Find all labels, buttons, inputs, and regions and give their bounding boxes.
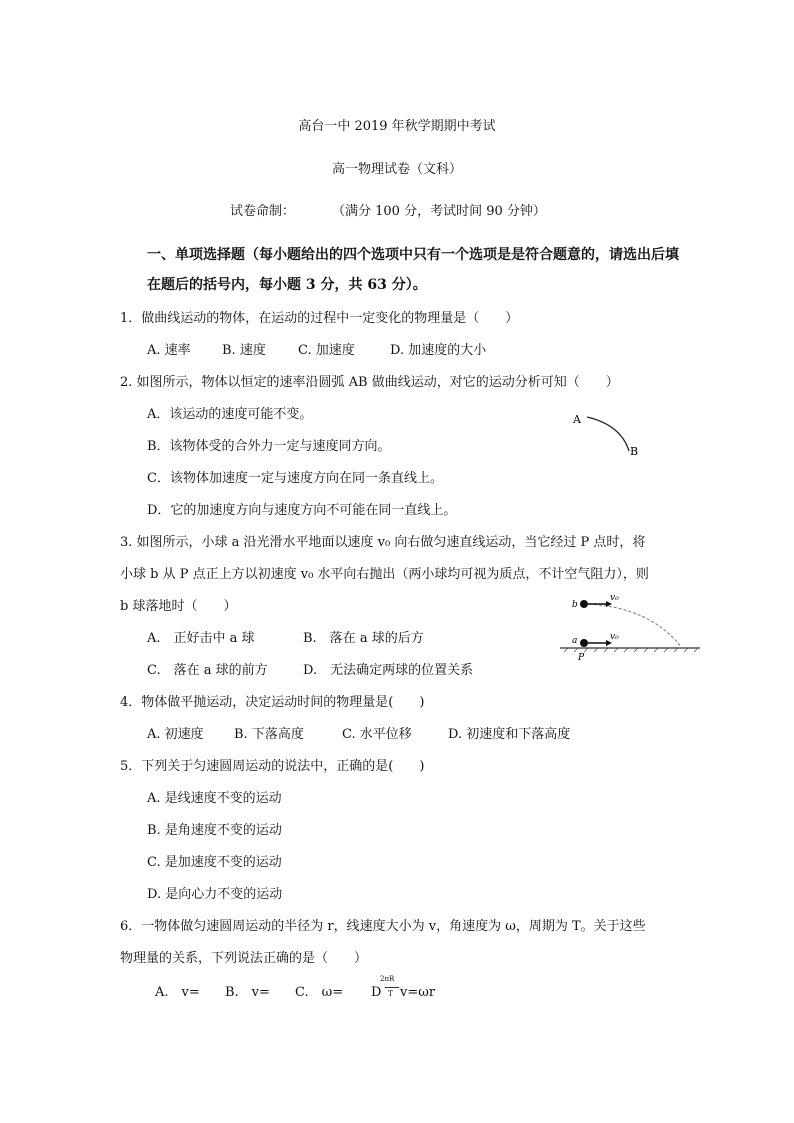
question-1-option-b: B. 速度 [222, 343, 266, 358]
question-3-stem-line-2: 小球 b 从 P 点正上方以初速度 v₀ 水平向右抛出（两小球均可视为质点，不计空气阻力），则 [120, 567, 649, 582]
paper-title: 高一物理试卷（文科） [331, 162, 462, 177]
question-5-option-d: D. 是向心力不变的运动 [147, 887, 283, 902]
question-2-option-c: C．该物体加速度一定与速度方向在同一条直线上。 [147, 471, 443, 486]
score-time-note: （满分 100 分，考试时间 90 分钟） [332, 204, 546, 219]
velocity-label-b: v₀ [610, 593, 619, 603]
question-4-option-a: A. 初速度 [147, 727, 204, 742]
question-3-stem-line-1: 3. 如图所示，小球 a 沿光滑水平地面以速度 v₀ 向右做匀速直线运动，当它经过 P 点时，将 [120, 535, 646, 550]
question-5-option-c: C. 是加速度不变的运动 [147, 855, 282, 870]
formula-fraction-bar [385, 987, 399, 988]
ball-b-label: b [572, 600, 578, 610]
point-p-label: P [578, 653, 585, 660]
question-2-stem: 2. 如图所示，物体以恒定的速率沿圆弧 AB 做曲线运动，对它的运动分析可知（ ） [120, 375, 619, 390]
arc-path [587, 417, 629, 451]
arc-label-b: B [630, 445, 639, 458]
projectile-figure [560, 590, 700, 660]
arc-label-a: A [573, 413, 581, 426]
question-4-option-c: C. 水平位移 [342, 727, 412, 742]
question-4-stem: 4．物体做平抛运动，决定运动时间的物理量是( ) [120, 695, 425, 710]
ball-b [580, 600, 588, 608]
question-3-option-a: A. 正好击中 a 球 [147, 631, 255, 646]
question-4-option-b: B. 下落高度 [234, 727, 304, 742]
question-1-option-d: D. 加速度的大小 [390, 343, 487, 358]
question-6-option-d: D [371, 985, 382, 1000]
question-3-option-c: C. 落在 a 球的前方 [147, 663, 268, 678]
formula-denominator: T [388, 990, 393, 998]
question-5-stem: 5．下列关于匀速圆周运动的说法中，正确的是( ) [120, 759, 425, 774]
question-6-stem-line-1: 6．一物体做匀速圆周运动的半径为 r，线速度大小为 v，角速度为 ω，周期为 T。关于这些 [120, 919, 646, 934]
question-3-option-b: B. 落在 a 球的后方 [303, 631, 424, 646]
ball-a [580, 639, 588, 647]
question-6-stem-line-2: 物理量的关系，下列说法正确的是（ ） [120, 951, 368, 966]
arc-ab-figure [565, 405, 645, 460]
question-2-option-a: A．该运动的速度可能不变。 [147, 407, 313, 422]
question-3-option-d: D. 无法确定两球的位置关系 [303, 663, 474, 678]
question-6-option-c: C. ω= [295, 985, 344, 1000]
formula-numerator: 2πR [380, 975, 395, 983]
exam-school-title: 高台一中 2019 年秋学期期中考试 [298, 119, 496, 134]
question-5-option-b: B. 是角速度不变的运动 [147, 823, 282, 838]
question-1-option-c: C. 加速度 [298, 343, 355, 358]
trajectory-path [584, 604, 682, 648]
question-2-option-b: B．该物体受的合外力一定与速度同方向。 [147, 439, 391, 454]
question-3-stem-line-3: b 球落地时（ ） [120, 599, 237, 614]
question-6-option-a: A. v= [155, 985, 200, 1000]
section-instruction-line-1: 一、单项选择题（每小题给出的四个选项中只有一个选项是是符合题意的，请选出后填 [147, 247, 679, 263]
setter-label: 试卷命制： [230, 204, 296, 219]
question-5-option-a: A. 是线速度不变的运动 [147, 791, 282, 806]
section-instruction-line-2: 在题后的括号内，每小题 3 分，共 63 分）。 [147, 277, 427, 293]
formula-tail: v=ωr [400, 985, 436, 1000]
question-1-option-a: A. 速率 [147, 343, 191, 358]
question-1-stem: 1．做曲线运动的物体，在运动的过程中一定变化的物理量是（ ） [120, 311, 519, 326]
ball-a-label: a [572, 636, 578, 646]
velocity-label-a: v₀ [610, 632, 619, 642]
question-6-option-b: B. v= [225, 985, 270, 1000]
question-4-option-d: D. 初速度和下落高度 [448, 727, 571, 742]
question-2-option-d: D．它的加速度方向与速度方向不可能在同一直线上。 [147, 503, 457, 518]
